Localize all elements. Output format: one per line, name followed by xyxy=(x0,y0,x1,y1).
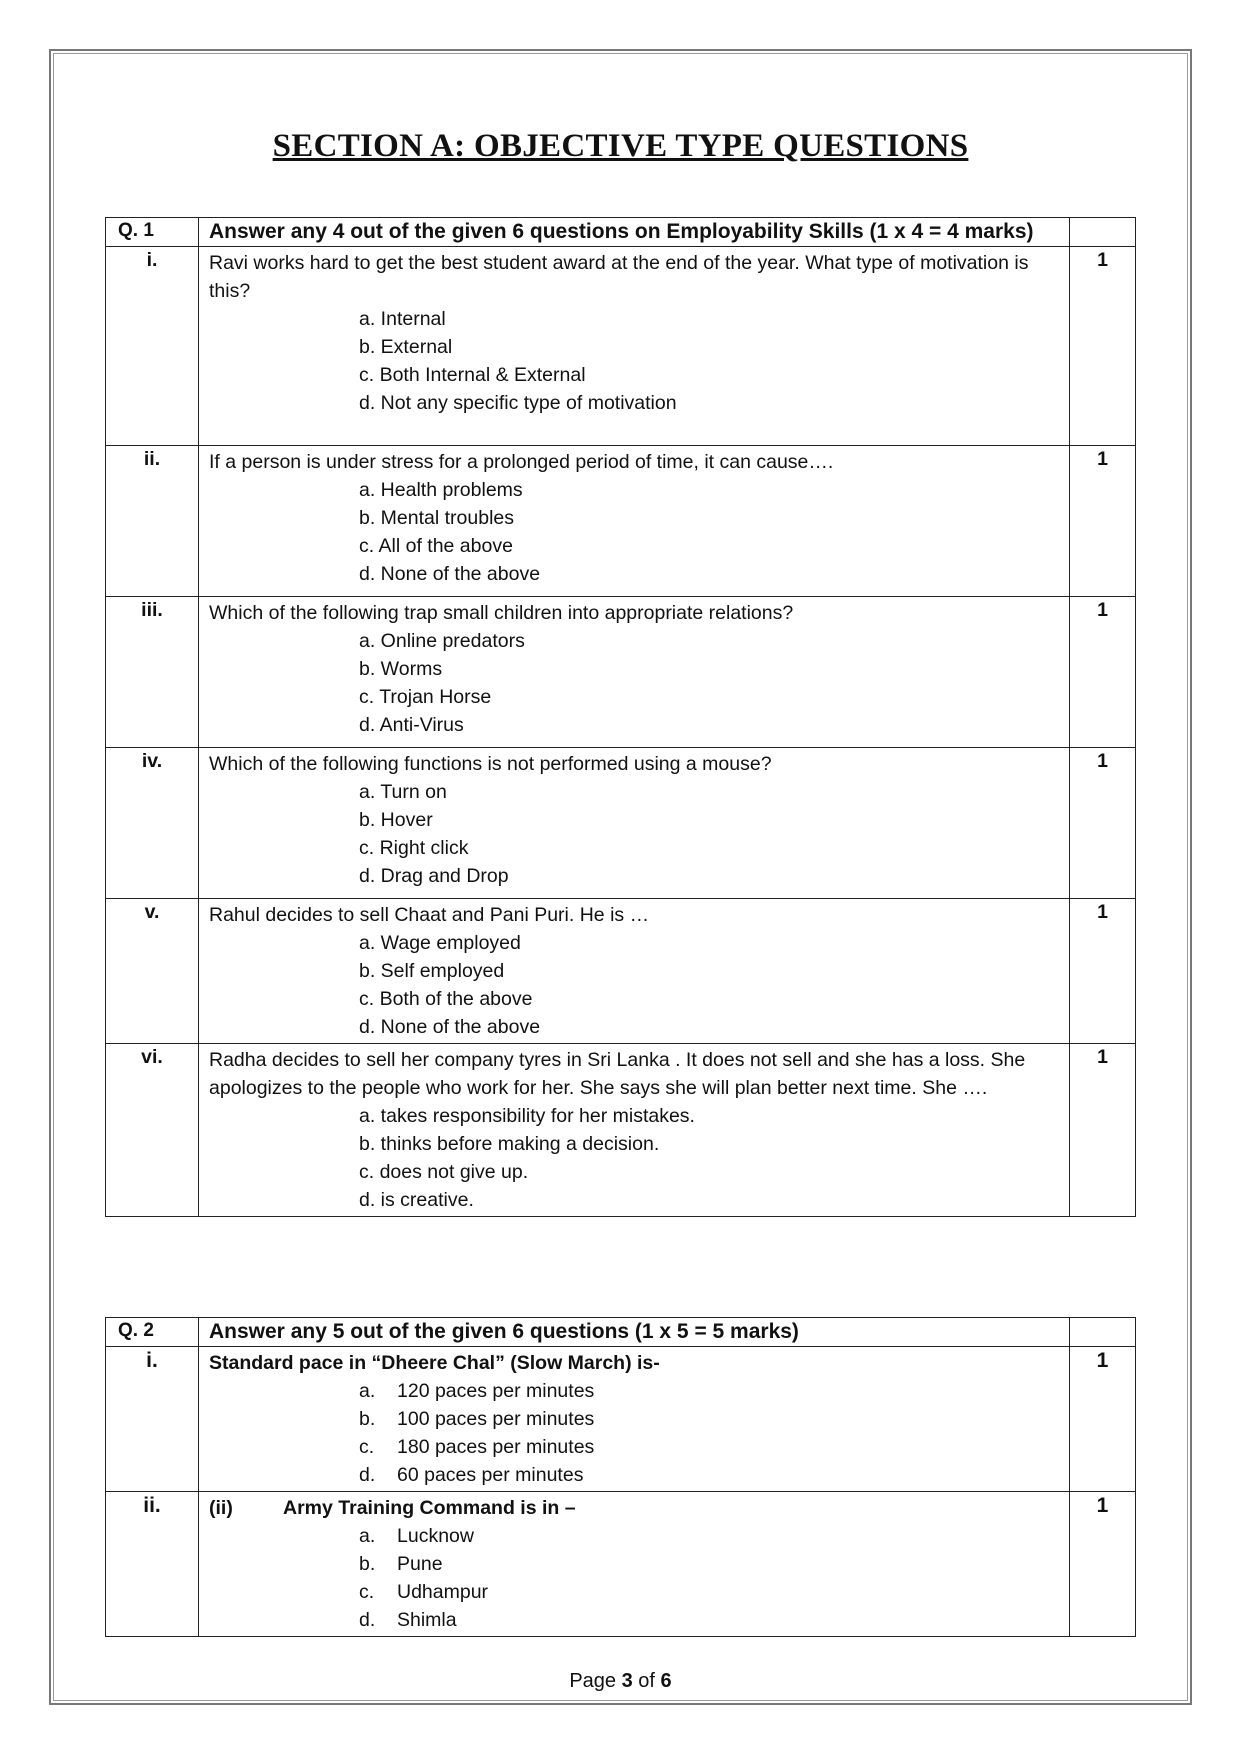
answer-option xyxy=(209,1522,1059,1550)
question-1-item-row xyxy=(106,446,1136,597)
answer-option xyxy=(209,1578,1059,1606)
question-text: Rahul decides to sell Chaat and Pani Puri. He is … xyxy=(209,904,650,926)
answer-option: a. takes responsibility for her mistakes. xyxy=(359,1105,695,1127)
question-2-header-row xyxy=(106,1318,1136,1347)
option-text: Shimla xyxy=(397,1609,457,1631)
item-mark: 1 xyxy=(1070,748,1136,899)
option-letter: c. xyxy=(359,1436,375,1458)
question-2-table xyxy=(105,1317,1136,1637)
question-text: If a person is under stress for a prolonged period of time, it can cause…. xyxy=(209,451,834,473)
item-number: v. xyxy=(106,899,199,1044)
question-1-item-row xyxy=(106,748,1136,899)
answer-option: b. Worms xyxy=(359,658,443,680)
footer-of: of xyxy=(638,1670,655,1692)
question-2-item-row xyxy=(106,1492,1136,1637)
option-letter: d. xyxy=(359,1609,376,1631)
answer-option: b. External xyxy=(359,336,453,358)
answer-option: c. does not give up. xyxy=(359,1161,529,1183)
question-text-content: Army Training Command is in – xyxy=(283,1497,576,1519)
answer-option: b. Hover xyxy=(359,809,433,831)
option-text: 120 paces per minutes xyxy=(397,1380,595,1402)
question-1-table xyxy=(105,217,1136,1217)
question-1-mark-header xyxy=(1070,218,1136,247)
option-letter: a. xyxy=(359,1380,376,1402)
item-body xyxy=(199,446,1070,597)
item-number: vi. xyxy=(106,1044,199,1217)
question-text xyxy=(209,1349,1059,1377)
option-text: Lucknow xyxy=(397,1525,474,1547)
item-body xyxy=(199,247,1070,446)
answer-option xyxy=(209,1405,1059,1433)
item-mark: 1 xyxy=(1070,899,1136,1044)
answer-option: a. Turn on xyxy=(359,781,447,803)
section-title: SECTION A: OBJECTIVE TYPE QUESTIONS xyxy=(272,128,969,164)
question-sub-label: (ii) xyxy=(209,1497,233,1519)
answer-option: a. Wage employed xyxy=(359,932,521,954)
answer-option: c. Trojan Horse xyxy=(359,686,492,708)
question-1-label: Q. 1 xyxy=(106,218,199,247)
answer-option xyxy=(209,1377,1059,1405)
item-number: i. xyxy=(106,247,199,446)
question-2-mark-header xyxy=(1070,1318,1136,1347)
option-text: 60 paces per minutes xyxy=(397,1464,584,1486)
item-number: iv. xyxy=(106,748,199,899)
question-2-item-row xyxy=(106,1347,1136,1492)
answer-option xyxy=(209,1606,1059,1634)
question-text: Ravi works hard to get the best student award at the end of the year. What type of motivation is this? xyxy=(209,252,1029,302)
question-2-instruction: Answer any 5 out of the given 6 questions (1 x 5 = 5 marks) xyxy=(199,1318,1070,1347)
answer-option: d. None of the above xyxy=(359,563,541,585)
page-footer xyxy=(0,1670,1241,1693)
question-1-item-row xyxy=(106,899,1136,1044)
answer-option: d. Anti-Virus xyxy=(359,714,464,736)
item-number: ii. xyxy=(106,1492,199,1637)
question-text: Radha decides to sell her company tyres in Sri Lanka . It does not sell and she has a loss. She apologizes to the people who work for her. She says she will plan better next time. She …. xyxy=(209,1049,1026,1099)
answer-option: c. All of the above xyxy=(359,535,513,557)
answer-option: b. thinks before making a decision. xyxy=(359,1133,660,1155)
option-letter: d. xyxy=(359,1464,376,1486)
footer-current-page: 3 xyxy=(621,1670,633,1692)
question-1-item-row xyxy=(106,247,1136,446)
item-body xyxy=(199,597,1070,748)
item-body xyxy=(199,899,1070,1044)
option-letter: c. xyxy=(359,1581,375,1603)
answer-option: b. Mental troubles xyxy=(359,507,515,529)
answer-option: d. is creative. xyxy=(359,1189,474,1211)
answer-option: d. None of the above xyxy=(359,1016,541,1038)
question-1-header-row xyxy=(106,218,1136,247)
question-1-instruction: Answer any 4 out of the given 6 questions on Employability Skills (1 x 4 = 4 marks) xyxy=(199,218,1070,247)
item-mark: 1 xyxy=(1070,1492,1136,1637)
answer-option: b. Self employed xyxy=(359,960,505,982)
question-1-item-row xyxy=(106,1044,1136,1217)
option-letter: a. xyxy=(359,1525,376,1547)
question-2-label: Q. 2 xyxy=(106,1318,199,1347)
question-1-item-row xyxy=(106,597,1136,748)
question-text: Which of the following functions is not performed using a mouse? xyxy=(209,753,772,775)
item-mark: 1 xyxy=(1070,446,1136,597)
answer-option: c. Right click xyxy=(359,837,469,859)
answer-option: c. Both Internal & External xyxy=(359,364,586,386)
item-body xyxy=(199,748,1070,899)
item-number: i. xyxy=(106,1347,199,1492)
item-mark: 1 xyxy=(1070,1044,1136,1217)
item-body xyxy=(199,1347,1070,1492)
option-letter: b. xyxy=(359,1408,376,1430)
option-text: Udhampur xyxy=(397,1581,489,1603)
question-text xyxy=(209,1494,1059,1522)
item-mark: 1 xyxy=(1070,247,1136,446)
answer-option: a. Health problems xyxy=(359,479,523,501)
footer-total-pages: 6 xyxy=(660,1670,672,1692)
item-body xyxy=(199,1492,1070,1637)
answer-option xyxy=(209,1461,1059,1489)
item-body xyxy=(199,1044,1070,1217)
answer-option xyxy=(209,1433,1059,1461)
option-text: Pune xyxy=(397,1553,443,1575)
item-number: iii. xyxy=(106,597,199,748)
answer-option: a. Online predators xyxy=(359,630,525,652)
question-text: Which of the following trap small children into appropriate relations? xyxy=(209,602,794,624)
answer-option: a. Internal xyxy=(359,308,446,330)
answer-option: d. Not any specific type of motivation xyxy=(359,392,677,414)
item-mark: 1 xyxy=(1070,1347,1136,1492)
option-text: 180 paces per minutes xyxy=(397,1436,595,1458)
answer-option: c. Both of the above xyxy=(359,988,533,1010)
question-text-content: Standard pace in “Dheere Chal” (Slow March) is- xyxy=(209,1352,660,1374)
item-number: ii. xyxy=(106,446,199,597)
footer-page-prefix: Page xyxy=(569,1670,617,1692)
option-letter: b. xyxy=(359,1553,376,1575)
answer-option: d. Drag and Drop xyxy=(359,865,509,887)
answer-option xyxy=(209,1550,1059,1578)
item-mark: 1 xyxy=(1070,597,1136,748)
option-text: 100 paces per minutes xyxy=(397,1408,595,1430)
